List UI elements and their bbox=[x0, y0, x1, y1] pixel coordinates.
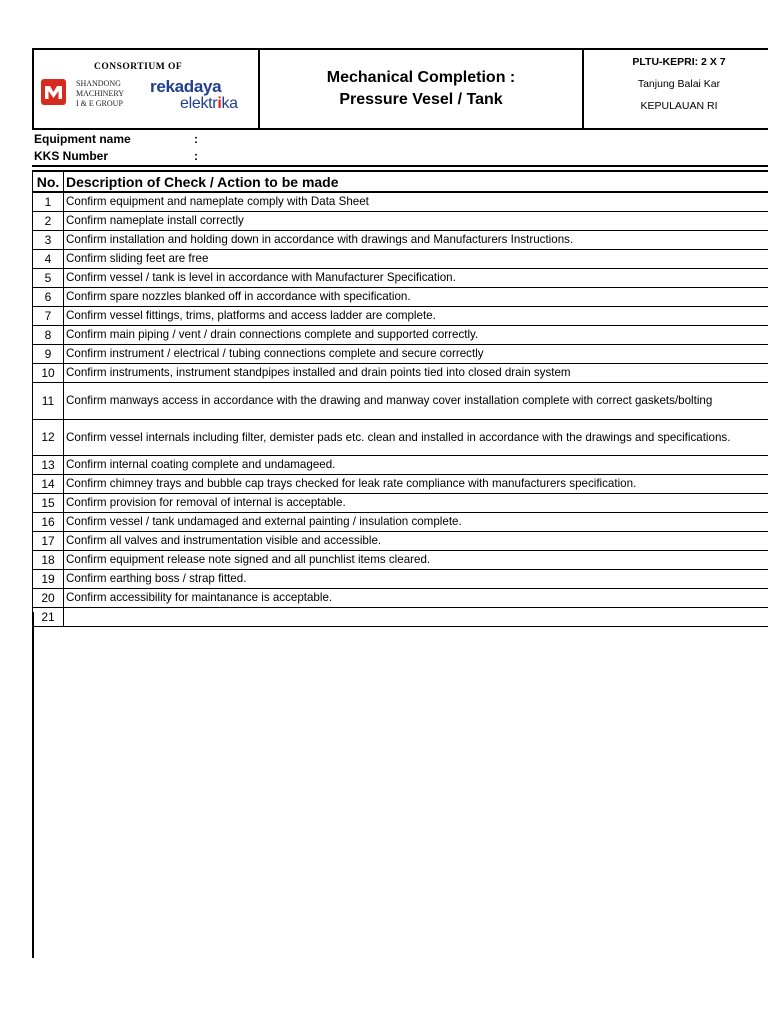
row-description: Confirm nameplate install correctly bbox=[64, 212, 768, 231]
document-subtitle: Pressure Vesel / Tank bbox=[339, 91, 503, 108]
row-description: Confirm spare nozzles blanked off in accordance with specification. bbox=[64, 288, 768, 307]
row-number: 17 bbox=[33, 532, 64, 551]
project-region: KEPULAUAN RI bbox=[640, 100, 718, 112]
row-description: Confirm all valves and instrumentation visible and accessible. bbox=[64, 532, 768, 551]
col-no-header: No. bbox=[33, 171, 64, 192]
table-row bbox=[33, 608, 768, 627]
table-row bbox=[33, 250, 768, 269]
row-number: 8 bbox=[33, 326, 64, 345]
row-number: 14 bbox=[33, 475, 64, 494]
row-description: Confirm manways access in accordance with the drawing and manway cover installation complete with correct gaskets/bolting bbox=[64, 383, 768, 420]
table-row bbox=[33, 212, 768, 231]
divider bbox=[32, 165, 768, 167]
row-number: 20 bbox=[33, 589, 64, 608]
row-number: 9 bbox=[33, 345, 64, 364]
document-title: Mechanical Completion : bbox=[326, 69, 516, 86]
row-description: Confirm vessel / tank is level in accordance with Manufacturer Specification. bbox=[64, 269, 768, 288]
table-row bbox=[33, 551, 768, 570]
logo-cell bbox=[34, 50, 260, 128]
row-number: 16 bbox=[33, 513, 64, 532]
table-row bbox=[33, 326, 768, 345]
row-description: Confirm installation and holding down in accordance with drawings and Manufacturers Instructions. bbox=[64, 231, 768, 250]
smg-logo-icon bbox=[41, 79, 66, 105]
table-header-row bbox=[33, 171, 768, 192]
row-description: Confirm provision for removal of internal is acceptable. bbox=[64, 494, 768, 513]
table-row bbox=[33, 513, 768, 532]
row-description: Confirm sliding feet are free bbox=[64, 250, 768, 269]
table-row bbox=[33, 269, 768, 288]
table-row bbox=[33, 345, 768, 364]
row-number: 10 bbox=[33, 364, 64, 383]
row-number: 6 bbox=[33, 288, 64, 307]
elektrika-logo-text: elektrika bbox=[180, 95, 238, 112]
page-left-border bbox=[32, 612, 34, 958]
row-number: 1 bbox=[33, 192, 64, 212]
consortium-label: CONSORTIUM OF bbox=[94, 62, 183, 72]
row-number: 15 bbox=[33, 494, 64, 513]
row-number: 13 bbox=[33, 456, 64, 475]
row-description: Confirm equipment and nameplate comply with Data Sheet bbox=[64, 192, 768, 212]
project-cell bbox=[584, 50, 768, 128]
table-row bbox=[33, 532, 768, 551]
rekadaya-logo-text: rekadaya bbox=[150, 77, 222, 96]
table-row bbox=[33, 456, 768, 475]
row-number: 11 bbox=[33, 383, 64, 420]
table-row bbox=[33, 192, 768, 212]
row-description: Confirm earthing boss / strap fitted. bbox=[64, 570, 768, 589]
row-description: Confirm equipment release note signed and all punchlist items cleared. bbox=[64, 551, 768, 570]
row-number: 18 bbox=[33, 551, 64, 570]
table-row bbox=[33, 383, 768, 420]
kks-number-row bbox=[34, 149, 198, 163]
document-header bbox=[32, 48, 768, 130]
col-desc-header: Description of Check / Action to be made bbox=[64, 171, 768, 192]
row-number: 19 bbox=[33, 570, 64, 589]
table-row bbox=[33, 364, 768, 383]
title-cell bbox=[260, 50, 584, 128]
table-row bbox=[33, 231, 768, 250]
row-description: Confirm chimney trays and bubble cap trays checked for leak rate compliance with manufacturers specification. bbox=[64, 475, 768, 494]
row-description: Confirm internal coating complete and undamageed. bbox=[64, 456, 768, 475]
row-description: Confirm accessibility for maintanance is acceptable. bbox=[64, 589, 768, 608]
row-number: 21 bbox=[33, 608, 64, 627]
table-row bbox=[33, 570, 768, 589]
row-description: Confirm vessel fittings, trims, platforms and access ladder are complete. bbox=[64, 307, 768, 326]
equipment-name-colon: : bbox=[194, 132, 198, 146]
row-description: Confirm vessel internals including filter, demister pads etc. clean and installed in accordance with the drawings and specifications. bbox=[64, 419, 768, 456]
row-number: 7 bbox=[33, 307, 64, 326]
row-description: Confirm instrument / electrical / tubing connections complete and secure correctly bbox=[64, 345, 768, 364]
table-row bbox=[33, 419, 768, 456]
row-description bbox=[64, 608, 768, 627]
project-location: Tanjung Balai Kar bbox=[637, 78, 721, 90]
table-row bbox=[33, 475, 768, 494]
row-number: 4 bbox=[33, 250, 64, 269]
table-row bbox=[33, 494, 768, 513]
row-number: 12 bbox=[33, 419, 64, 456]
table-row bbox=[33, 589, 768, 608]
table-row bbox=[33, 307, 768, 326]
smg-name: SHANDONG MACHINERY I & E GROUP bbox=[76, 79, 125, 108]
row-description: Confirm main piping / vent / drain connections complete and supported correctly. bbox=[64, 326, 768, 345]
kks-number-colon: : bbox=[194, 149, 198, 163]
row-number: 2 bbox=[33, 212, 64, 231]
kks-number-label: KKS Number bbox=[34, 149, 109, 163]
equipment-name-label: Equipment name bbox=[34, 132, 131, 146]
row-description: Confirm vessel / tank undamaged and external painting / insulation complete. bbox=[64, 513, 768, 532]
project-code: PLTU-KEPRI: 2 X 7 bbox=[632, 56, 726, 68]
row-number: 3 bbox=[33, 231, 64, 250]
table-row bbox=[33, 288, 768, 307]
row-number: 5 bbox=[33, 269, 64, 288]
checklist-table bbox=[32, 170, 768, 627]
row-description: Confirm instruments, instrument standpipes installed and drain points tied into closed drain system bbox=[64, 364, 768, 383]
equipment-name-row bbox=[34, 132, 198, 146]
